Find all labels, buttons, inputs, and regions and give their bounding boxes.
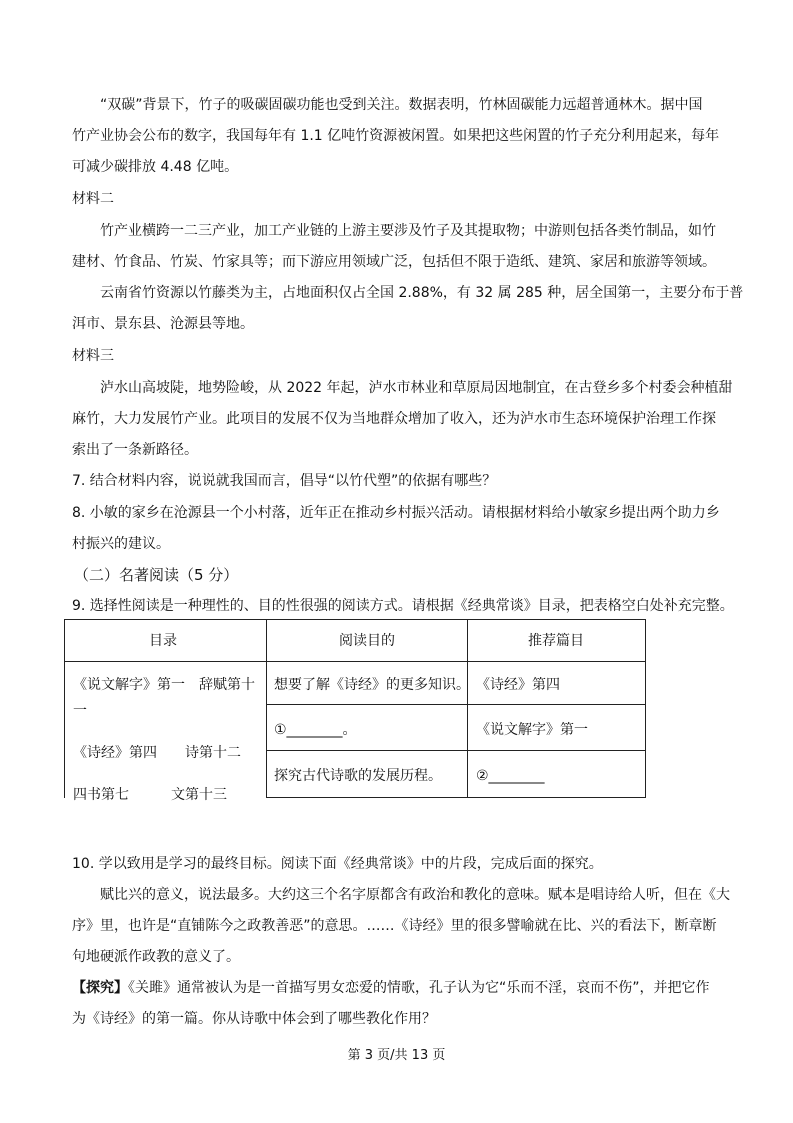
section-heading: （二）名著阅读（5 分）	[74, 566, 239, 584]
explore-line: 为《诗经》的第一篇。你从诗歌中体会到了哪些教化作用？	[72, 1011, 436, 1027]
passage-line: 句地硬派作政教的意义了。	[72, 949, 240, 965]
catalog-line: 一	[73, 703, 87, 719]
table-header-cell	[64, 619, 267, 662]
paragraph-line: 泸水山高坡陡，地势险峻，从 2022 年起，泸水市林业和草原局因地制宜，在古登乡多个村委会种植甜	[100, 380, 733, 396]
material-2-title: 材料二	[72, 191, 114, 207]
table-cell-purpose	[266, 661, 468, 705]
catalog-line: 四书第七 文第十三	[73, 787, 227, 803]
table-cell-recommended	[467, 661, 646, 705]
recommended-blank[interactable]: ②________	[476, 768, 545, 784]
paragraph-line: 建材、竹食品、竹炭、竹家具等；而下游应用领域广泛，包括但不限于造纸、建筑、家居和旅游等领域。	[72, 254, 716, 270]
explore-line	[72, 979, 710, 997]
explore-text: 《关雎》通常被认为是一首描写男女恋爱的情歌，孔子认为它“乐而不淫，哀而不伤”，并把它作	[128, 980, 710, 996]
table-header-cell	[266, 619, 468, 662]
purpose-blank[interactable]: ①________。	[274, 722, 357, 738]
paragraph-line: 竹产业横跨一二三产业，加工产业链的上游主要涉及竹子及其提取物；中游则包括各类竹制品，如竹	[100, 223, 716, 239]
reading-table	[64, 619, 646, 803]
passage-line: 序》里，也许是“直铺陈今之政教善恶”的意思。……《诗经》里的很多譬喻就在比、兴的看法下，断章断	[72, 918, 717, 934]
table-header: 推荐篇目	[528, 633, 584, 649]
paragraph-line: 洱市、景东县、沧源县等地。	[72, 316, 254, 332]
recommended-text: 《诗经》第四	[476, 677, 560, 693]
table-header: 阅读目的	[339, 633, 395, 649]
paragraph-line: “双碳”背景下，竹子的吸碳固碳功能也受到关注。数据表明，竹林固碳能力远超普通林木。据中国	[100, 97, 703, 113]
question-7: 7. 结合材料内容，说说就我国而言，倡导“以竹代塑”的依据有哪些？	[72, 473, 497, 489]
table-header: 目录	[149, 633, 177, 649]
table-cell-recommended-blank[interactable]	[467, 750, 646, 798]
purpose-text: 想要了解《诗经》的更多知识。	[274, 677, 470, 693]
paragraph-line: 竹产业协会公布的数字，我国每年有 1.1 亿吨竹资源被闲置。如果把这些闲置的竹子充分利用起来，每年	[72, 128, 720, 144]
page-number: 第 3 页/共 13 页	[347, 1048, 446, 1063]
recommended-text: 《说文解字》第一	[476, 722, 588, 738]
paragraph-line: 云南省竹资源以竹藤类为主，占地面积仅占全国 2.88%，有 32 属 285 种，居全国第一，主要分布于普	[100, 285, 744, 301]
table-cell-purpose-blank[interactable]	[266, 704, 468, 751]
question-8-cont: 村振兴的建议。	[72, 536, 170, 552]
catalog-line: 《诗经》第四 诗第十二	[73, 745, 241, 761]
table-cell-catalog	[64, 661, 267, 803]
passage-line: 赋比兴的意义，说法最多。大约这三个名字原都含有政治和教化的意味。赋本是唱诗给人听，但在《大	[100, 887, 730, 903]
table-cell-recommended	[467, 704, 646, 751]
question-9: 9. 选择性阅读是一种理性的、目的性很强的阅读方式。请根据《经典常谈》目录，把表格空白处补充完整。	[72, 598, 734, 614]
paragraph-line: 麻竹，大力发展竹产业。此项目的发展不仅为当地群众增加了收入，还为泸水市生态环境保护治理工作探	[72, 411, 716, 427]
question-10: 10. 学以致用是学习的最终目标。阅读下面《经典常谈》中的片段，完成后面的探究。	[72, 856, 603, 872]
table-header-cell	[467, 619, 646, 662]
table-cell-purpose	[266, 750, 468, 798]
paragraph-line: 索出了一条新路径。	[72, 442, 198, 458]
purpose-text: 探究古代诗歌的发展历程。	[274, 768, 442, 784]
catalog-line: 《说文解字》第一 辞赋第十	[73, 677, 255, 693]
paragraph-line: 可减少碳排放 4.48 亿吨。	[72, 159, 239, 175]
question-8: 8. 小敏的家乡在沧源县一个小村落，近年正在推动乡村振兴活动。请根据材料给小敏家乡提出两个助力乡	[72, 505, 720, 521]
explore-label: 【探究】	[72, 980, 128, 996]
material-3-title: 材料三	[72, 348, 114, 364]
